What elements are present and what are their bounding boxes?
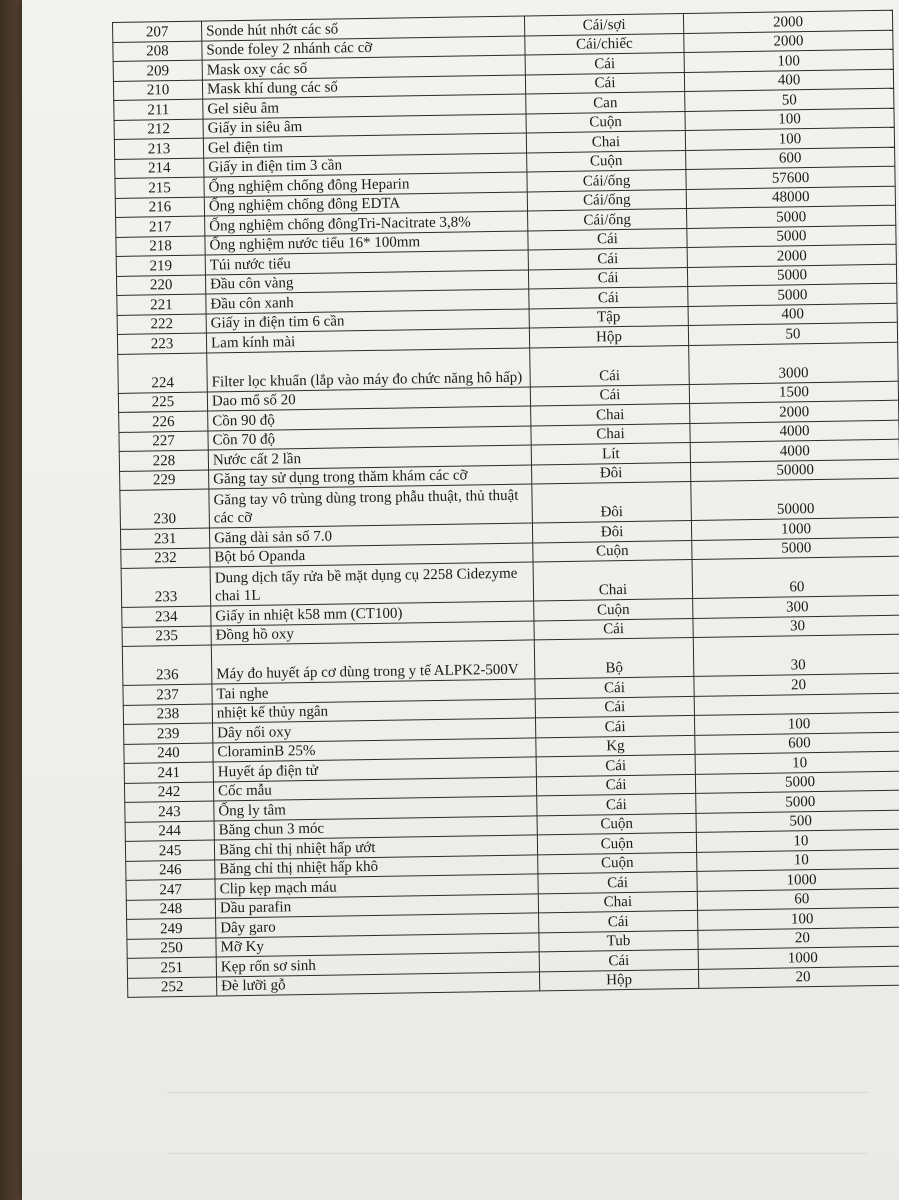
supply-table-body <box>113 10 899 997</box>
item-name-cell: Mỡ Ky <box>216 932 539 957</box>
quantity-cell: 10 <box>696 829 899 852</box>
unit-cell: Cái <box>535 715 694 737</box>
unit-cell: Cái <box>537 793 696 815</box>
row-number-cell: 235 <box>122 626 211 647</box>
item-name-cell: Cồn 90 độ <box>208 406 531 431</box>
unit-cell: Hộp <box>529 325 688 347</box>
unit-cell: Chai <box>526 131 685 153</box>
item-name-cell: Găng tay sử dụng trong thăm khám các cỡ <box>209 464 532 489</box>
quantity-cell: 10 <box>695 751 899 774</box>
row-number-cell: 225 <box>118 392 207 413</box>
unit-cell: Cuộn <box>537 832 696 854</box>
quantity-cell: 20 <box>694 673 899 696</box>
quantity-cell: 50 <box>688 322 897 345</box>
row-number-cell: 234 <box>122 606 211 627</box>
item-name-cell: Giấy in siêu âm <box>203 114 526 139</box>
unit-cell: Cái <box>528 247 687 269</box>
quantity-cell: 100 <box>684 49 893 72</box>
unit-cell: Bộ <box>534 637 694 678</box>
quantity-cell: 5000 <box>696 790 899 813</box>
row-number-cell: 228 <box>119 450 208 471</box>
unit-cell: Cuộn <box>537 813 696 835</box>
unit-cell: Cái <box>530 345 690 386</box>
quantity-cell: 50000 <box>691 478 899 520</box>
quantity-cell: 100 <box>685 127 894 150</box>
unit-cell: Lít <box>531 442 690 464</box>
quantity-cell: 10 <box>697 849 899 872</box>
row-number-cell: 214 <box>115 158 204 179</box>
unit-cell: Cái/sợi <box>524 14 683 36</box>
quantity-cell: 57600 <box>686 166 895 189</box>
item-name-cell: Sonde hút nhớt các số <box>201 16 524 41</box>
row-number-cell: 217 <box>116 216 205 237</box>
unit-cell: Tập <box>529 306 688 328</box>
quantity-cell: 600 <box>695 732 899 755</box>
unit-cell: Cái <box>539 949 698 971</box>
row-number-cell: 243 <box>125 801 214 822</box>
item-name-cell: Băng chỉ thị nhiệt hấp ướt <box>214 835 537 860</box>
unit-cell: Cái <box>535 696 694 718</box>
item-name-cell: CloraminB 25% <box>213 737 536 762</box>
item-name-cell: Dao mổ số 20 <box>207 386 530 411</box>
row-number-cell: 227 <box>119 431 208 452</box>
item-name-cell: Găng dài sản số 7.0 <box>209 523 532 548</box>
item-name-cell: Ống nghiệm nước tiểu 16* 100mm <box>205 230 528 255</box>
item-name-cell: Dây nối oxy <box>213 718 536 743</box>
item-name-cell: Cồn 70 độ <box>208 425 531 450</box>
quantity-cell: 400 <box>684 69 893 92</box>
quantity-cell: 3000 <box>689 342 899 384</box>
item-name-cell: Ống ly tâm <box>214 796 537 821</box>
unit-cell: Cái/chiếc <box>525 33 684 55</box>
quantity-cell: 60 <box>692 556 899 598</box>
quantity-cell: 4000 <box>690 439 899 462</box>
quantity-cell: 300 <box>693 595 899 618</box>
row-number-cell: 246 <box>126 859 215 880</box>
unit-cell: Cái <box>538 871 697 893</box>
unit-cell: Cuộn <box>526 111 685 133</box>
unit-cell: Chai <box>538 891 697 913</box>
unit-cell: Cái/ống <box>527 170 686 192</box>
quantity-cell: 600 <box>686 147 895 170</box>
item-name-cell: Túi nước tiểu <box>205 250 528 275</box>
row-number-cell: 209 <box>113 60 202 81</box>
quantity-cell: 2000 <box>684 30 893 53</box>
row-number-cell: 220 <box>116 275 205 296</box>
unit-cell: Can <box>526 92 685 114</box>
row-number-cell: 238 <box>123 704 212 725</box>
row-number-cell: 229 <box>120 470 209 491</box>
quantity-cell: 2000 <box>687 244 896 267</box>
unit-cell: Cuộn <box>534 598 693 620</box>
unit-cell: Cái/ống <box>527 189 686 211</box>
row-number-cell: 226 <box>119 411 208 432</box>
item-name-cell: Sonde foley 2 nhánh các cỡ <box>202 36 525 61</box>
item-name-cell: Giấy in điện tim 6 cần <box>206 308 529 333</box>
item-name-cell: Nước cất 2 lần <box>208 445 531 470</box>
item-name-cell: Băng chun 3 móc <box>214 815 537 840</box>
quantity-cell: 5000 <box>687 264 896 287</box>
item-name-cell: Giấy in điện tim 3 cần <box>204 153 527 178</box>
quantity-cell: 100 <box>698 907 899 930</box>
quantity-cell: 5000 <box>692 537 899 560</box>
row-number-cell: 252 <box>128 976 217 997</box>
item-name-cell: Đồng hồ oxy <box>211 620 534 645</box>
quantity-cell: 4000 <box>690 420 899 443</box>
row-number-cell: 218 <box>116 236 205 257</box>
quantity-cell: 1000 <box>697 868 899 891</box>
quantity-cell: 1000 <box>691 517 899 540</box>
unit-cell: Cuộn <box>538 852 697 874</box>
quantity-cell: 50000 <box>690 459 899 482</box>
quantity-cell: 5000 <box>695 771 899 794</box>
unit-cell: Chai <box>531 423 690 445</box>
item-name-cell: Dây garo <box>216 913 539 938</box>
row-number-cell: 241 <box>124 762 213 783</box>
item-name-cell: Mask khí dung các số <box>202 75 525 100</box>
unit-cell: Hộp <box>539 969 698 991</box>
unit-cell: Cái <box>525 72 684 94</box>
unit-cell: Cái <box>529 286 688 308</box>
unit-cell: Cái <box>525 53 684 75</box>
item-name-cell: Cốc mẫu <box>213 776 536 801</box>
quantity-cell: 5000 <box>687 205 896 228</box>
row-number-cell: 236 <box>122 645 212 685</box>
item-name-cell: Lam kính mài <box>206 328 529 353</box>
item-name-cell: Gel siêu âm <box>203 94 526 119</box>
unit-cell: Chai <box>531 403 690 425</box>
row-number-cell: 213 <box>114 138 203 159</box>
quantity-cell: 1500 <box>689 381 898 404</box>
item-name-cell: Máy đo huyết áp cơ dùng trong y tế ALPK2-500V <box>211 640 535 684</box>
item-name-cell: Bột bó Opanda <box>210 542 533 567</box>
quantity-cell: 2000 <box>690 400 899 423</box>
unit-cell: Cuộn <box>533 540 692 562</box>
item-name-cell: Mask oxy các số <box>202 55 525 80</box>
row-number-cell: 207 <box>113 21 202 42</box>
row-number-cell: 248 <box>126 898 215 919</box>
row-number-cell: 219 <box>116 255 205 276</box>
unit-cell: Đôi <box>532 462 691 484</box>
row-number-cell: 239 <box>124 723 213 744</box>
quantity-cell: 48000 <box>686 186 895 209</box>
row-number-cell: 216 <box>115 197 204 218</box>
unit-cell: Cái <box>528 228 687 250</box>
unit-cell: Cái <box>534 618 693 640</box>
row-number-cell: 245 <box>125 840 214 861</box>
quantity-cell: 5000 <box>687 225 896 248</box>
quantity-cell: 400 <box>688 303 897 326</box>
item-name-cell: Đầu côn xanh <box>206 289 529 314</box>
unit-cell: Chai <box>533 559 693 600</box>
item-name-cell: Găng tay vô trùng dùng trong phẫu thuật, thủ thuật các cỡ <box>209 484 533 528</box>
unit-cell: Cái/ống <box>528 208 687 230</box>
item-name-cell: Gel điện tim <box>203 133 526 158</box>
item-name-cell: Đầu côn vàng <box>205 269 528 294</box>
row-number-cell: 230 <box>120 489 210 529</box>
quantity-cell: 100 <box>694 712 899 735</box>
quantity-cell: 50 <box>685 88 894 111</box>
unit-cell: Cuộn <box>527 150 686 172</box>
row-number-cell: 242 <box>124 782 213 803</box>
row-number-cell: 251 <box>127 957 216 978</box>
row-number-cell: 224 <box>118 353 208 393</box>
item-name-cell: Filter lọc khuẩn (lắp vào máy đo chức năng hô hấp) <box>207 347 531 391</box>
row-number-cell: 244 <box>125 820 214 841</box>
row-number-cell: 232 <box>121 548 210 569</box>
item-name-cell: Ống nghiệm chống đôngTri-Nacitrate 3,8% <box>205 211 528 236</box>
unit-cell: Cái <box>528 267 687 289</box>
row-number-cell: 250 <box>127 937 216 958</box>
quantity-cell: 20 <box>698 966 899 989</box>
row-number-cell: 210 <box>113 80 202 101</box>
quantity-cell: 100 <box>685 108 894 131</box>
item-name-cell: Giấy in nhiệt k58 mm (CT100) <box>211 601 534 626</box>
row-number-cell: 237 <box>123 684 212 705</box>
unit-cell: Tub <box>539 930 698 952</box>
row-number-cell: 222 <box>117 314 206 335</box>
item-name-cell: Huyết áp điện tử <box>213 757 536 782</box>
row-number-cell: 221 <box>117 294 206 315</box>
bleed-through-lines <box>167 1092 867 1154</box>
unit-cell: Cái <box>535 676 694 698</box>
row-number-cell: 208 <box>113 41 202 62</box>
quantity-cell: 1000 <box>698 946 899 969</box>
row-number-cell: 240 <box>124 743 213 764</box>
quantity-cell: 20 <box>698 927 899 950</box>
unit-cell: Kg <box>536 735 695 757</box>
item-name-cell: Dầu parafin <box>215 893 538 918</box>
row-number-cell: 211 <box>114 99 203 120</box>
quantity-cell: 60 <box>697 888 899 911</box>
item-name-cell: Đè lưỡi gỗ <box>217 971 540 996</box>
unit-cell: Cái <box>530 384 689 406</box>
item-name-cell: Tai nghe <box>212 679 535 704</box>
supply-table <box>112 10 899 998</box>
item-name-cell: Dung dịch tẩy rửa bề mặt dụng cụ 2258 Cidezyme chai 1L <box>210 562 534 606</box>
quantity-cell: 500 <box>696 810 899 833</box>
unit-cell: Đôi <box>532 481 692 522</box>
item-name-cell: Clip kẹp mạch máu <box>215 874 538 899</box>
row-number-cell: 212 <box>114 119 203 140</box>
item-name-cell: Ống nghiệm chống đông EDTA <box>204 191 527 216</box>
item-name-cell: Kẹp rốn sơ sinh <box>216 952 539 977</box>
item-name-cell: nhiệt kế thủy ngân <box>212 698 535 723</box>
row-number-cell: 231 <box>120 528 209 549</box>
row-number-cell: 233 <box>121 567 211 607</box>
unit-cell: Cái <box>536 754 695 776</box>
quantity-cell: 30 <box>693 634 899 676</box>
row-number-cell: 247 <box>126 879 215 900</box>
quantity-cell: 30 <box>693 615 899 638</box>
unit-cell: Đôi <box>532 520 691 542</box>
row-number-cell: 223 <box>117 333 206 354</box>
quantity-cell: 2000 <box>683 10 892 33</box>
unit-cell: Cái <box>539 910 698 932</box>
item-name-cell: Băng chỉ thị nhiệt hấp khô <box>215 854 538 879</box>
unit-cell: Cái <box>536 774 695 796</box>
row-number-cell: 215 <box>115 177 204 198</box>
item-name-cell: Ống nghiệm chống đông Heparin <box>204 172 527 197</box>
row-number-cell: 249 <box>127 918 216 939</box>
quantity-cell: 5000 <box>688 283 897 306</box>
